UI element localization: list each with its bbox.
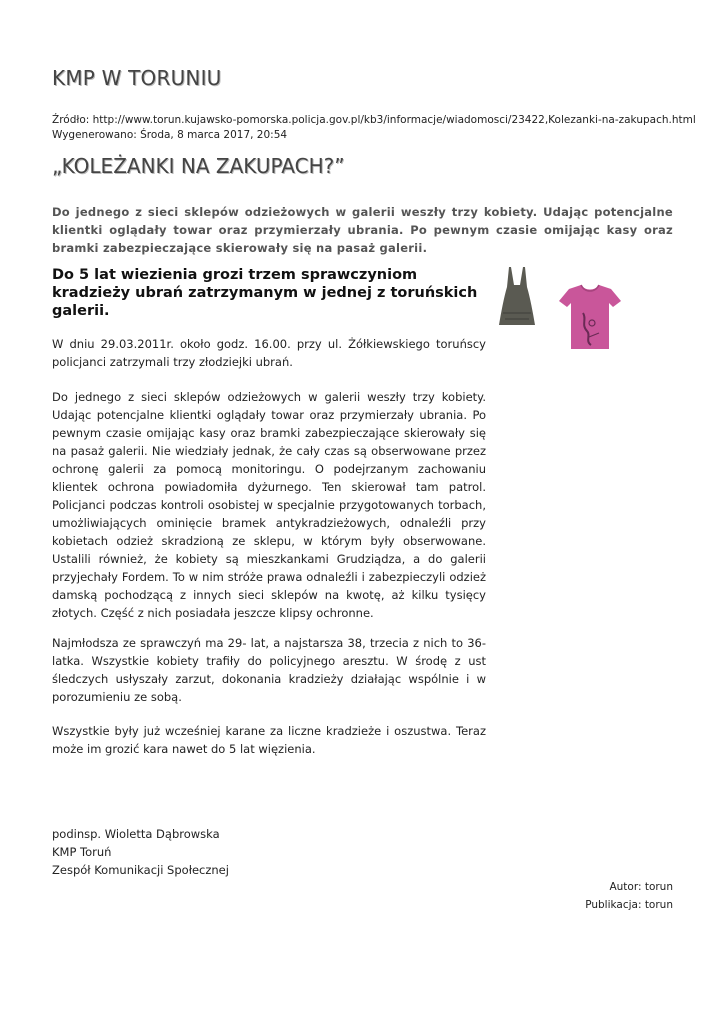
publication-label: Publikacja: torun	[585, 899, 673, 911]
author-label: Autor: torun	[609, 881, 673, 893]
source-url[interactable]: Źródło: http://www.torun.kujawsko-pomorska.policja.gov.pl/kb3/informacje/wiadomosci/23422,Kolezanki-na-zakupach.html	[52, 114, 696, 126]
clothing-photo	[497, 263, 625, 351]
signature-name: podinsp. Wioletta Dąbrowska	[52, 827, 220, 841]
site-title: KMP W TORUNIU	[52, 66, 222, 90]
article-lead: Do jednego z sieci sklepów odzieżowych w galerii weszły trzy kobiety. Udając potencjalne klientki oglądały towar oraz przymierzały ubrania. Po pewnym czasie omijając kasy oraz bramki zabezpieczające skierowały się na pasaż galerii.	[52, 205, 673, 255]
article-paragraph: W dniu 29.03.2011r. około godz. 16.00. przy ul. Żółkiewskiego toruńscy policjanci zatrzymali trzy złodziejki ubrań.	[52, 337, 486, 369]
article-subheading: Do 5 lat wiezienia grozi trzem sprawczyniom kradzieży ubrań zatrzymanym w jednej z toruńskich galerii.	[52, 267, 478, 319]
signature-team: Zespół Komunikacji Społecznej	[52, 863, 229, 877]
article-paragraph: Do jednego z sieci sklepów odzieżowych w galerii weszły trzy kobiety. Udając potencjalne klientki oglądały towar oraz przymierzały ubrania. Po pewnym czasie omijając kasy oraz bramki zabezpieczające skierowały się na pasaż galerii. Nie wiedziały jednak, że cały czas są obserwowane przez ochronę galerii za pomocą monitoringu. O podejrzanym zachowaniu klientek ochrona powiadomiła dyżurnego. Ten skierował tam patrol. Policjanci podczas kontroli osobistej w specjalnie przygotowanych torbach, umożliwiających ominięcie bramek antykradzieżowych, odnaleźli przy kobietach odzież skradzioną ze sklepu, w którym były obserwowane. Ustalili również, że kobiety są mieszkankami Grudziądza, a do galerii przyjechały Fordem. To w nim stróże prawa odnaleźli i zabezpieczyli odzież damską pochodzącą z innych sieci sklepów na kwotę, aż kilku tysięcy złotych. Część z nich posiadała jeszcze klipsy ochronne.	[52, 390, 486, 620]
article-title: „KOLEŻANKI NA ZAKUPACH?”	[52, 154, 345, 178]
generated-date: Wygenerowano: Środa, 8 marca 2017, 20:54	[52, 129, 288, 141]
article-paragraph: Najmłodsza ze sprawczyń ma 29- lat, a najstarsza 38, trzecia z nich to 36-latka. Wszystkie kobiety trafiły do policyjnego aresztu. W środę z ust śledczych usłyszały zarzut, dokonania kradzieży działając wspólnie i w porozumieniu ze sobą.	[52, 636, 486, 704]
signature-unit: KMP Toruń	[52, 845, 112, 859]
article-paragraph: Wszystkie były już wcześniej karane za liczne kradzieże i oszustwa. Teraz może im grozić kara nawet do 5 lat więzienia.	[52, 724, 486, 756]
